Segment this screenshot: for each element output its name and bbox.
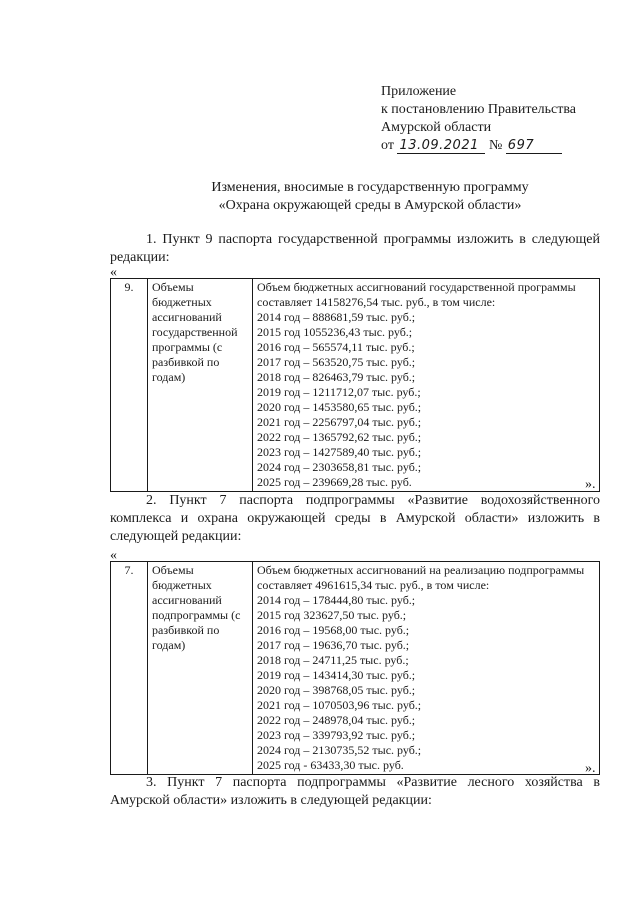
date-prefix: от xyxy=(381,138,394,153)
funding-year: 2025 год – 239669,28 тыс. руб. xyxy=(257,475,412,489)
section-1-table xyxy=(110,278,600,492)
funding-year: 2024 год – 2303658,81 тыс. руб.; xyxy=(257,460,422,474)
funding-year: 2021 год – 1070503,96 тыс. руб.; xyxy=(257,698,422,712)
funding-year: 2023 год – 339793,92 тыс. руб.; xyxy=(257,728,416,742)
row-number: 9. xyxy=(111,279,148,492)
funding-year: 2019 год – 143414,30 тыс. руб.; xyxy=(257,668,416,682)
funding-year: 2017 год – 19636,70 тыс. руб.; xyxy=(257,638,410,652)
section-3-text: 3. Пункт 7 паспорта подпрограммы «Развитие лесного хозяйства в Амурской области» изложить в следующей редакции: xyxy=(110,775,600,808)
funding-year: 2018 год – 826463,79 тыс. руб.; xyxy=(257,370,416,384)
funding-year: 2014 год – 888681,59 тыс. руб.; xyxy=(257,310,416,324)
document-title xyxy=(110,179,630,215)
row-content xyxy=(253,279,600,492)
funding-year: 2022 год – 248978,04 тыс. руб.; xyxy=(257,713,416,727)
funding-year: 2024 год – 2130735,52 тыс. руб.; xyxy=(257,743,422,757)
row-label: Объемы бюджетных ассигнований государственной программы (с разбивкой по годам) xyxy=(148,279,253,492)
decree-number: 697 xyxy=(506,138,562,154)
table-row xyxy=(111,279,600,492)
appendix-decree-ref: к постановлению Правительства xyxy=(381,102,577,117)
funding-year: 2021 год – 2256797,04 тыс. руб.; xyxy=(257,415,422,429)
section-1-close-quote: ». xyxy=(585,477,596,492)
funding-year: 2020 год – 1453580,65 тыс. руб.; xyxy=(257,400,422,414)
section-2-text: 2. Пункт 7 паспорта подпрограммы «Развитие водохозяйственного комплекса и охрана окружающей среды в Амурской области» изложить в следующей редакции: xyxy=(110,493,600,544)
funding-year: 2017 год – 563520,75 тыс. руб.; xyxy=(257,355,416,369)
funding-year: 2022 год – 1365792,62 тыс. руб.; xyxy=(257,430,422,444)
funding-year: 2016 год – 565574,11 тыс. руб.; xyxy=(257,340,415,354)
appendix-header xyxy=(381,83,576,155)
funding-year: 2016 год – 19568,00 тыс. руб.; xyxy=(257,623,410,637)
funding-year: 2020 год – 398768,05 тыс. руб.; xyxy=(257,683,416,697)
decree-date: 13.09.2021 xyxy=(397,138,485,154)
funding-intro: Объем бюджетных ассигнований на реализацию подпрограммы составляет 4961615,34 тыс. руб., в том числе: xyxy=(257,563,585,592)
section-2-open-quote: « xyxy=(110,548,117,563)
funding-year: 2019 год – 1211712,07 тыс. руб.; xyxy=(257,385,421,399)
funding-year: 2025 год - 63433,30 тыс. руб. xyxy=(257,758,404,772)
funding-intro: Объем бюджетных ассигнований государственной программы составляет 14158276,54 тыс. руб., в том числе: xyxy=(257,280,576,309)
appendix-title: Приложение xyxy=(381,84,457,99)
section-2-close-quote: ». xyxy=(585,761,596,776)
funding-year: 2014 год – 178444,80 тыс. руб.; xyxy=(257,593,416,607)
section-2-table xyxy=(110,561,600,775)
funding-year: 2015 год 323627,50 тыс. руб.; xyxy=(257,608,407,622)
funding-year: 2015 год 1055236,43 тыс. руб.; xyxy=(257,325,413,339)
funding-year: 2023 год – 1427589,40 тыс. руб.; xyxy=(257,445,422,459)
appendix-date-line xyxy=(381,137,576,155)
title-line-1: Изменения, вносимые в государственную программу xyxy=(211,180,529,195)
title-line-2: «Охрана окружающей среды в Амурской области» xyxy=(218,198,522,213)
funding-year: 2018 год – 24711,25 тыс. руб.; xyxy=(257,653,409,667)
appendix-region: Амурской области xyxy=(381,120,492,135)
section-1-open-quote: « xyxy=(110,265,117,280)
table-row xyxy=(111,562,600,775)
row-label: Объемы бюджетных ассигнований подпрограммы (с разбивкой по годам) xyxy=(148,562,253,775)
section-1-text: 1. Пункт 9 паспорта государственной программы изложить в следующей редакции: xyxy=(110,232,600,265)
row-content xyxy=(253,562,600,775)
number-label: № xyxy=(488,138,503,153)
row-number: 7. xyxy=(111,562,148,775)
